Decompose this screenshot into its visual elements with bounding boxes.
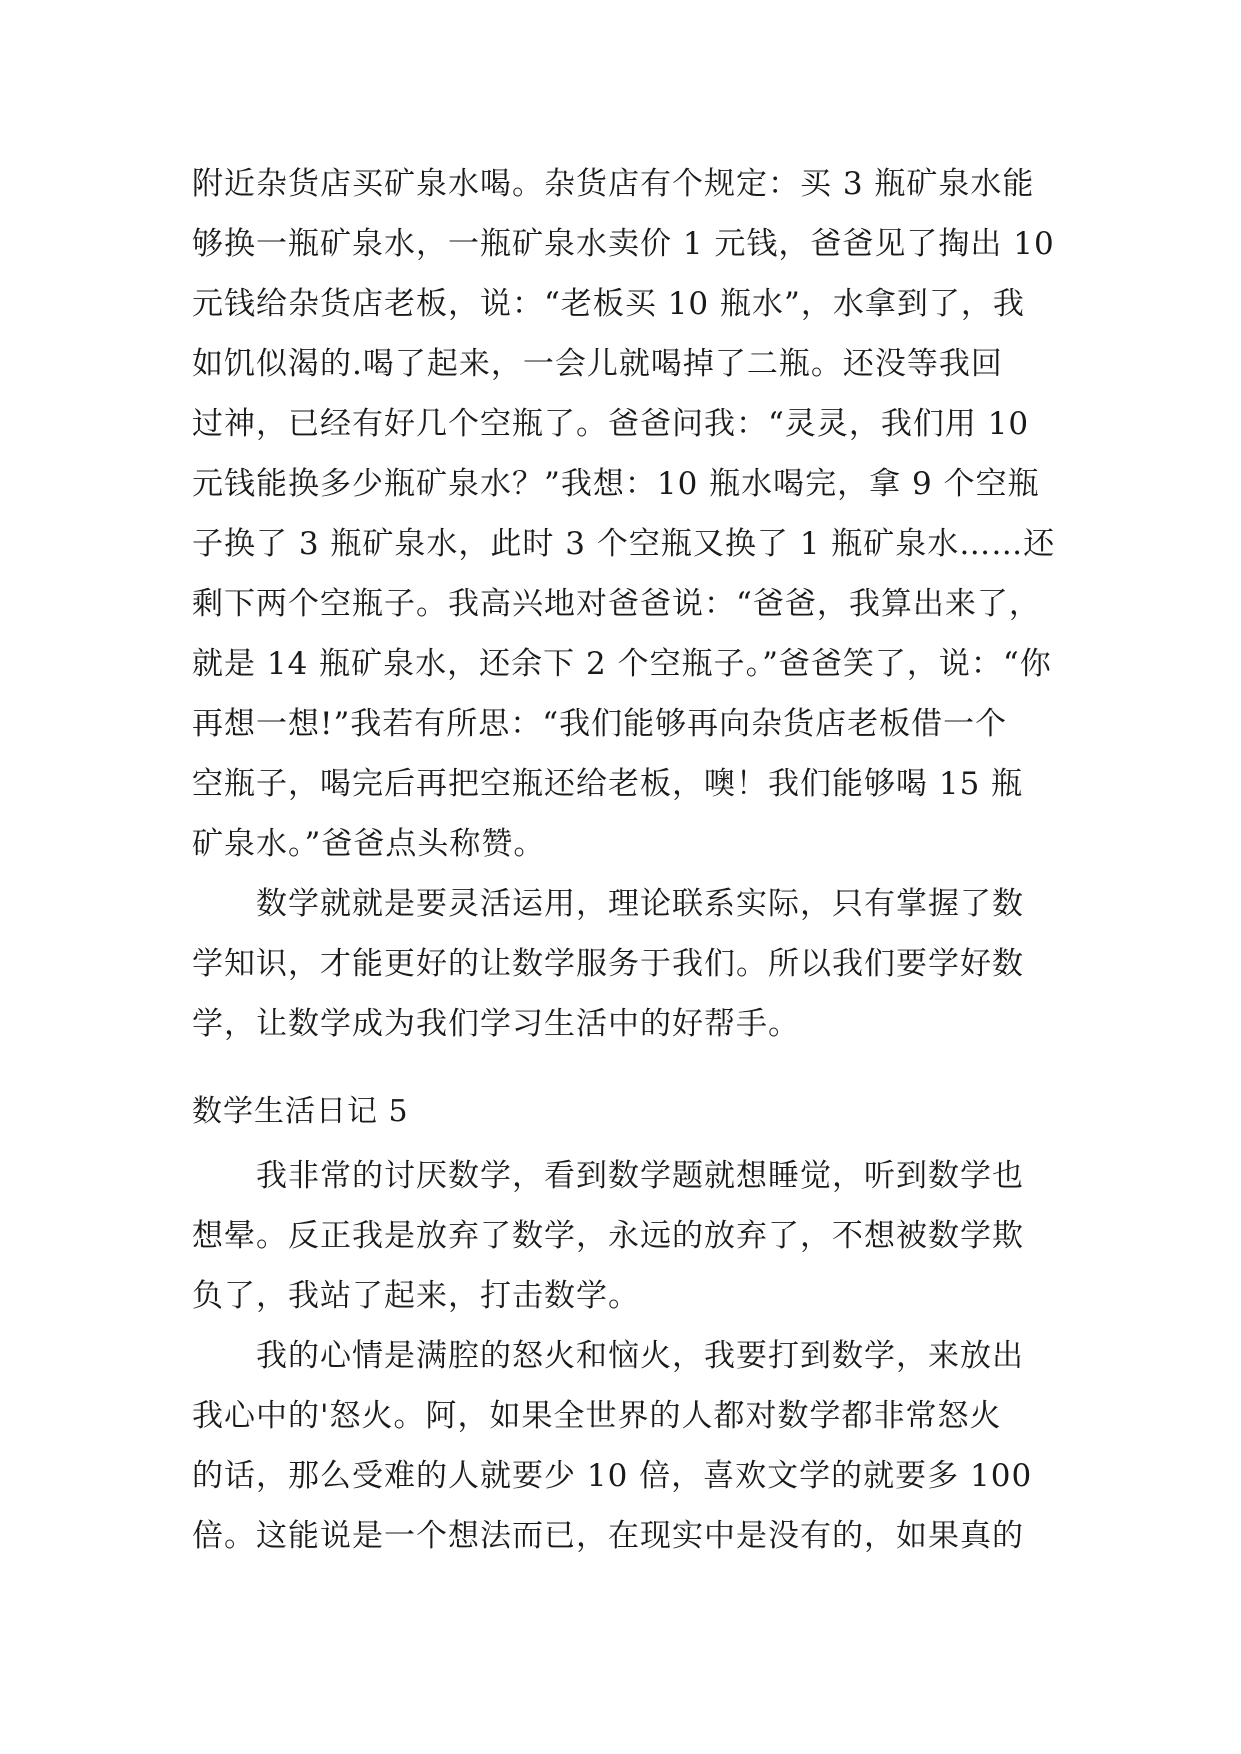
text-line: 够换一瓶矿泉水，一瓶矿泉水卖价 1 元钱，爸爸见了掏出 10 <box>192 226 1055 262</box>
text-line: 附近杂货店买矿泉水喝。杂货店有个规定：买 3 瓶矿泉水能 <box>192 166 1035 202</box>
text-line: 我的心情是满腔的怒火和恼火，我要打到数学，来放出 <box>256 1338 1024 1374</box>
text-line: 负了，我站了起来，打击数学。 <box>192 1278 640 1314</box>
section-heading: 数学生活日记 5 <box>192 1094 409 1129</box>
text-line: 学知识，才能更好的让数学服务于我们。所以我们要学好数 <box>192 946 1024 982</box>
paragraph-conclusion <box>192 874 1052 1054</box>
text-line: 的话，那么受难的人就要少 10 倍，喜欢文学的就要多 100 <box>192 1458 1033 1494</box>
text-line: 就是 14 瓶矿泉水，还余下 2 个空瓶子。”爸爸笑了，说：“你 <box>192 646 1052 682</box>
paragraph-anger <box>192 1326 1052 1566</box>
paragraph-dislike-math <box>192 1146 1052 1326</box>
text-line: 再想一想!”我若有所思：“我们能够再向杂货店老板借一个 <box>192 706 1008 742</box>
text-line: 倍。这能说是一个想法而已，在现实中是没有的，如果真的 <box>192 1518 1024 1554</box>
text-line: 学，让数学成为我们学习生活中的好帮手。 <box>192 1006 800 1042</box>
text-line: 矿泉水。”爸爸点头称赞。 <box>192 826 546 862</box>
text-line: 我非常的讨厌数学，看到数学题就想睡觉，听到数学也 <box>256 1158 1024 1194</box>
text-line: 元钱给杂货店老板，说：“老板买 10 瓶水”，水拿到了，我 <box>192 286 1025 322</box>
text-line: 过神，已经有好几个空瓶了。爸爸问我：“灵灵，我们用 10 <box>192 406 1030 442</box>
text-line: 空瓶子，喝完后再把空瓶还给老板，噢！我们能够喝 15 瓶 <box>192 766 1024 802</box>
text-line: 子换了 3 瓶矿泉水，此时 3 个空瓶又换了 1 瓶矿泉水……还 <box>192 526 1056 562</box>
text-line: 想晕。反正我是放弃了数学，永远的放弃了，不想被数学欺 <box>192 1218 1024 1254</box>
paragraph-water-bottles <box>192 154 1056 874</box>
text-line: 剩下两个空瓶子。我高兴地对爸爸说：“爸爸，我算出来了， <box>192 586 1041 622</box>
text-line: 元钱能换多少瓶矿泉水？”我想：10 瓶水喝完，拿 9 个空瓶 <box>192 466 1040 502</box>
text-line: 我心中的'怒火。阿，如果全世界的人都对数学都非常怒火 <box>192 1398 1002 1434</box>
text-line: 如饥似渴的.喝了起来，一会儿就喝掉了二瓶。还没等我回 <box>192 346 1003 382</box>
text-line: 数学就就是要灵活运用，理论联系实际，只有掌握了数 <box>256 886 1024 922</box>
